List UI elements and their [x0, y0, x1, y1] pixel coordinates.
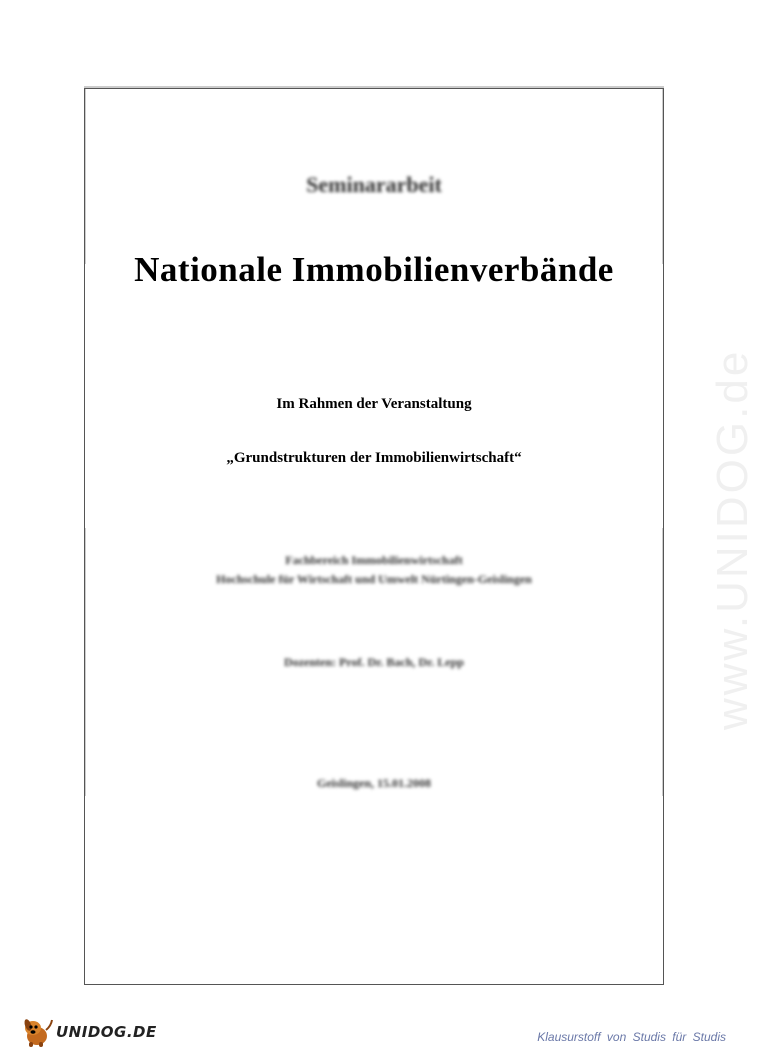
document-title: Nationale Immobilienverbände	[134, 250, 614, 289]
document-kind: Seminararbeit	[306, 172, 442, 197]
place-date: Geislingen, 15.01.2008	[316, 776, 431, 790]
course-name: „Grundstrukturen der Immobilienwirtschaft“	[226, 450, 522, 466]
frame-line: Im Rahmen der Veranstaltung	[276, 396, 472, 412]
document-page-frame	[84, 88, 664, 985]
university-line: Hochschule für Wirtschaft und Umwelt Nürtingen-Geislingen	[216, 572, 532, 586]
docents-line: Dozenten: Prof. Dr. Bach, Dr. Lepp	[284, 655, 464, 669]
watermark-text: www.UNIDOG.de	[708, 348, 757, 730]
dog-mascot-icon	[22, 1016, 54, 1048]
footer-tagline: Klausurstoff von Studis für Studis	[537, 1030, 726, 1044]
department-line: Fachbereich Immobilienwirtschaft	[285, 553, 463, 567]
logo-text: UNIDOG.DE	[56, 1023, 157, 1041]
department-block	[84, 551, 664, 589]
unidog-logo[interactable]	[22, 1014, 157, 1050]
